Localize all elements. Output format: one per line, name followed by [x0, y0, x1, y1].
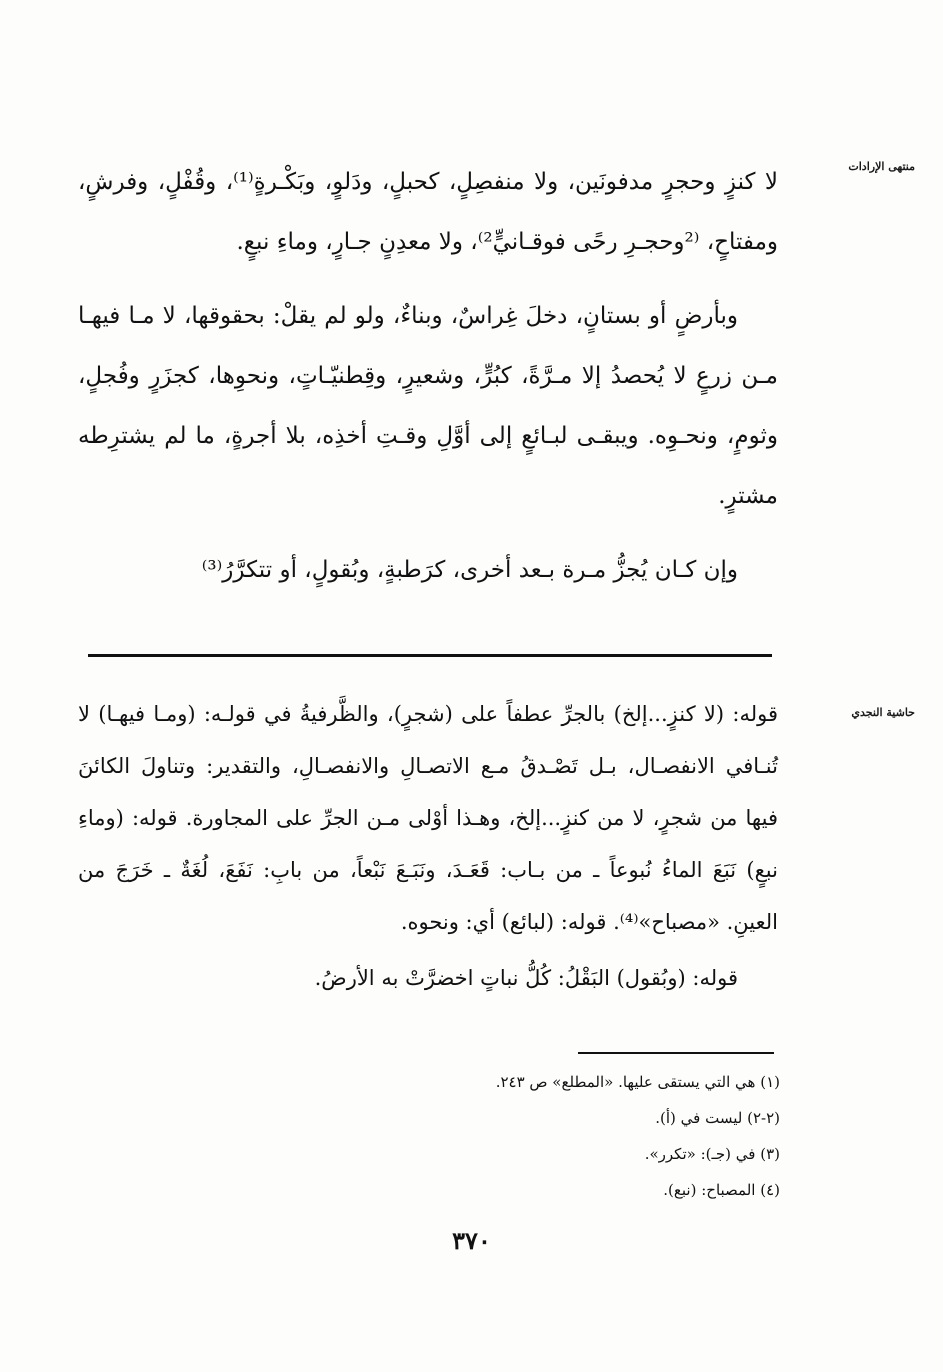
side-label-matn: منتهى الإرادات	[848, 160, 915, 173]
footnote-3: (٣) في (جـ): «تكرر».	[644, 1145, 780, 1163]
hashia-paragraph-2: قوله: (وبُقول) البَقْلُ: كُلُّ نباتٍ اخضرَّتْ به الأرضُ.	[314, 966, 738, 990]
footnote-4: (٤) المصباح: (نبع).	[663, 1181, 780, 1199]
hashia-paragraph-1: قوله: (لا كنزٍ...إلخ) بالجرِّ عطفاً على (شجرٍ)، والظَّرفيةُ في قولـه: (ومـا فيهـا) لا تُنـافي الانفصـال، بـل تَصْـدقُ مـع الاتصـالِ والانفصـالِ، والتقدير: وتناولَ الكائنَ فيها من شجرٍ، لا من كنزٍ...إلخ، وهـذا أوْلى مـن الجرِّ على المجاورة. قوله: (وماءِ نبعٍ) نَبَعَ الماءُ نُبوعاً ـ من بـاب: قَعَـدَ، ونَبَـعَ نَبْعاً، من بابِ: نَفَعَ، لُغَةٌ ـ خَرَجَ من العينِ. «مصباح»⁽⁴⁾. قوله: (لبائع) أي: ونحوه.	[78, 702, 778, 934]
footnote-2: (٢-٢) ليست في (أ).	[655, 1109, 780, 1127]
main-paragraph-1: لا كنزٍ وحجرٍ مدفونَين، ولا منفصِلٍ، كحبلٍ، ودَلوٍ، وبَكْـرةٍ⁽¹⁾، وقُفْلٍ، وفرشٍ، ومفتاحٍ، ⁽²وحجـرِ رحًى فوقـانيٍّ²⁾، ولا معدِنٍ جـارٍ، وماءِ نبعٍ.	[78, 169, 778, 255]
footnotes	[300, 1064, 780, 1208]
main-text-block	[78, 152, 778, 614]
section-divider	[88, 654, 772, 657]
main-paragraph-3: وإن كـان يُجزُّ مـرة بـعد أخرى، كرَطبةٍ، وبُقولٍ، أو تتكرَّرُ⁽³⁾	[201, 557, 738, 583]
hashia-text-block	[78, 688, 778, 1004]
page-number: ٣٧٠	[452, 1226, 491, 1255]
footnote-1: (١) هي التي يستقى عليها. «المطلع» ص ٢٤٣.	[495, 1073, 780, 1091]
main-paragraph-2: وبأرضٍ أو بستانٍ، دخلَ غِراسٌ، وبناءٌ، ولو لم يقلْ: بحقوقها، لا مـا فيهـا مـن زرعٍ لا يُحصدُ إلا مـرَّةً، كبُرٍّ، وشعيرٍ، وقِطنيّـاتٍ، ونحوِها، كجزَرٍ وفُجلٍ، وثومٍ، ونحـوِه. ويبقـى لبـائعٍ إلى أوَّلِ وقـتِ أخذِه، بلا أجرةٍ، ما لم يشترِطه مشترٍ.	[78, 303, 778, 509]
footnote-divider	[578, 1052, 774, 1054]
side-label-hashia: حاشية النجدي	[851, 706, 915, 719]
